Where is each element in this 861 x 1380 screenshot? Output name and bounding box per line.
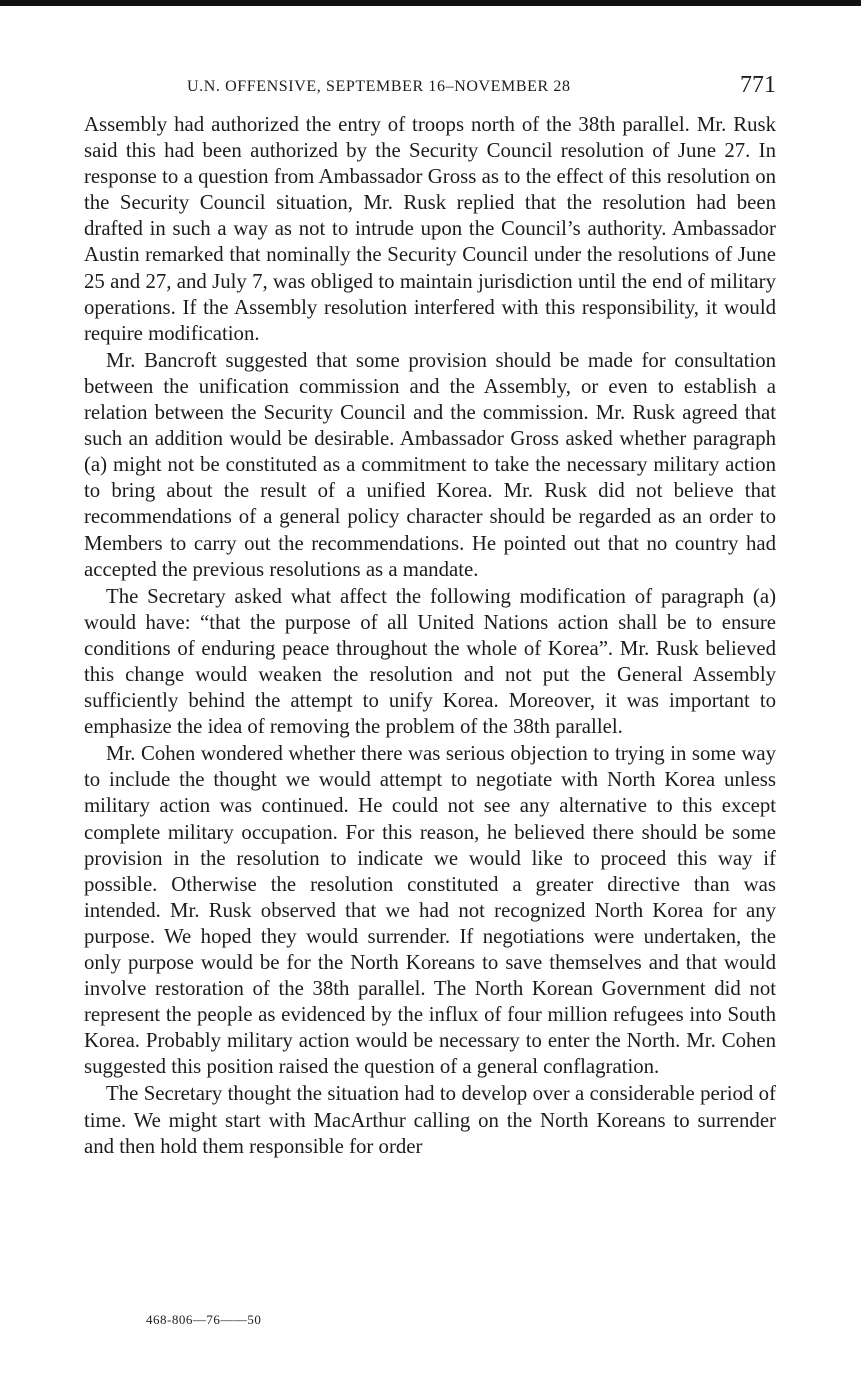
body-text — [84, 112, 776, 1160]
paragraph: The Secretary thought the situation had to develop over a considerable period of time. We might start with MacArthur calling on the North Koreans to surrender and then hold them responsible for order — [84, 1082, 776, 1158]
document-page — [84, 72, 776, 1160]
print-code: 468-806—76——50 — [146, 1312, 262, 1327]
paragraph: Mr. Bancroft suggested that some provision should be made for consultation between the unification commission and the Assembly, or even to establish a relation between the Security Council and the commission. Mr. Rusk agreed that such an addition would be desirable. Ambassador Gross asked whether paragraph (a) might not be constituted as a commitment to take the necessary military action to bring about the result of a unified Korea. Mr. Rusk did not believe that recommendations of a general policy character should be regarded as an order to Members to carry out the recommendations. He pointed out that no country had accepted the previous resolutions as a mandate. — [84, 348, 776, 581]
running-head: U.N. OFFENSIVE, SEPTEMBER 16–NOVEMBER 28 — [187, 78, 571, 95]
page-header — [84, 72, 776, 112]
paragraph: Mr. Cohen wondered whether there was serious objection to trying in some way to include the thought we would attempt to negotiate with North Korea unless military action was continued. He could not see any alternative to this except complete military occupation. For this reason, he believed there should be some provision in the resolution to indicate we would like to proceed this way if possible. Otherwise the resolution constituted a greater directive than was intended. Mr. Rusk observed that we had not recognized North Korea for any purpose. We hoped they would surrender. If negotiations were undertaken, the only purpose would be for the North Koreans to save themselves and that would involve restoration of the 38th parallel. The North Korean Government did not represent the people as evidenced by the influx of four million refugees into South Korea. Probably military action would be necessary to enter the North. Mr. Cohen suggested this position raised the question of a general conflagration. — [84, 742, 776, 1079]
paragraph: Assembly had authorized the entry of troops north of the 38th parallel. Mr. Rusk said this had been authorized by the Security Council resolution of June 27. In response to a question from Ambassador Gross as to the effect of this resolution on the Security Council situation, Mr. Rusk replied that the resolution had been drafted in such a way as not to intrude upon the Council’s authority. Ambassador Austin remarked that nominally the Security Council under the resolutions of June 25 and 27, and July 7, was obliged to maintain jurisdiction until the end of military operations. If the Assembly resolution interfered with this responsibility, it would require modification. — [84, 113, 776, 345]
page-top-edge — [0, 0, 861, 6]
page-number: 771 — [740, 72, 776, 98]
paragraph: The Secretary asked what affect the following modification of paragraph (a) would have: “that the purpose of all United Nations action shall be to ensure conditions of enduring peace throughout the whole of Korea”. Mr. Rusk believed this change would weaken the resolution and not put the General Assembly sufficiently behind the attempt to unify Korea. Moreover, it was important to emphasize the idea of removing the problem of the 38th parallel. — [84, 584, 776, 739]
